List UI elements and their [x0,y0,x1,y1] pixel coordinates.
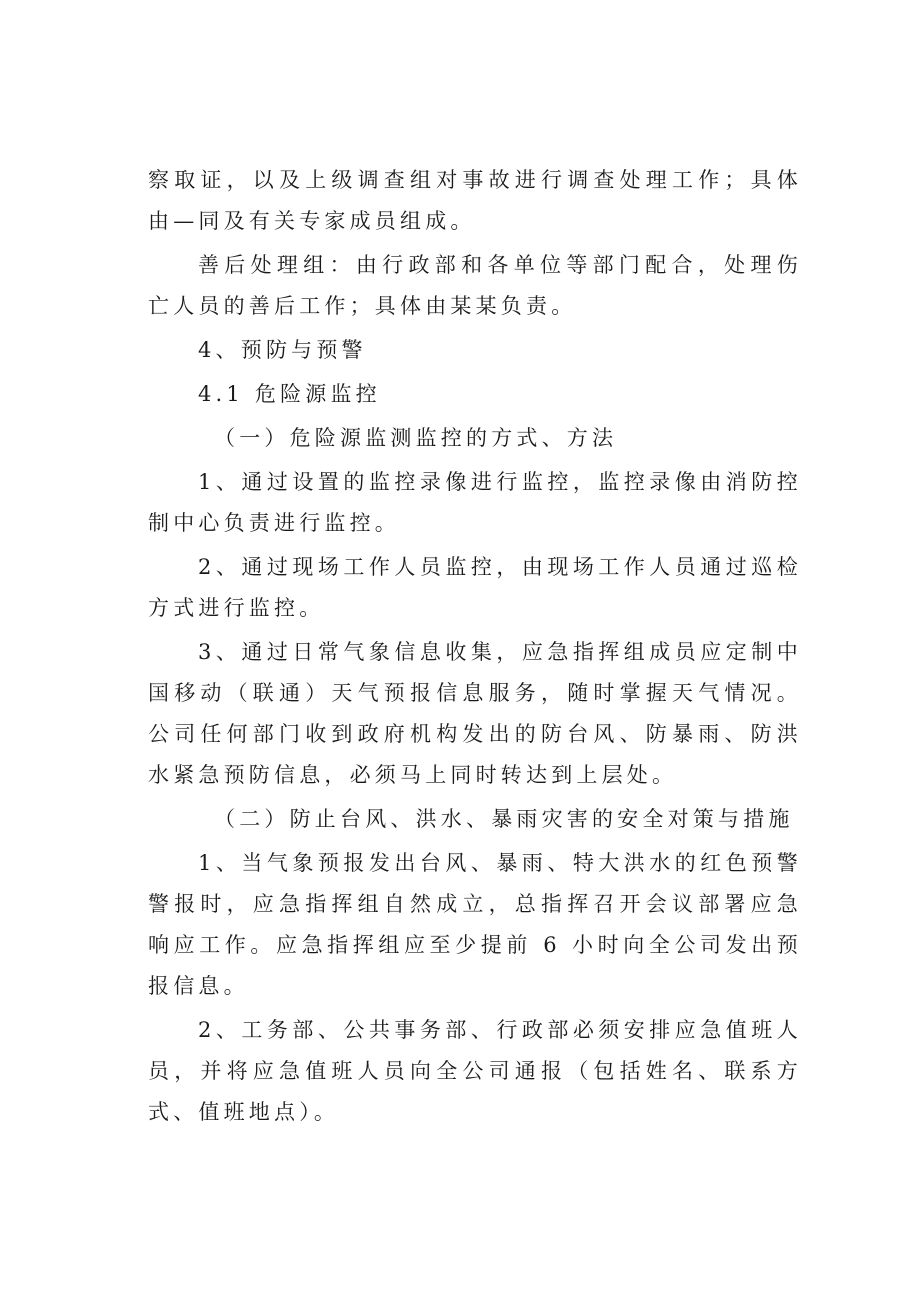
paragraph-measure-1-warning: 1、当气象预报发出台风、暴雨、特大洪水的红色预警警报时，应急指挥组自然成立，总指挥召开会议部署应急响应工作。应急指挥组应至少提前 6 小时向全公司发出预报信息。 [148,851,802,998]
paragraph-continuation: 察取证，以及上级调查组对事故进行调查处理工作；具体由—同及有关专家成员组成。 [148,168,802,233]
section-heading-prevention: 4、预防与预警 [198,338,367,362]
document-body [148,160,802,1136]
paragraph-item-2-onsite: 2、通过现场工作人员监控，由现场工作人员通过巡检方式进行监控。 [148,555,802,620]
subsection-heading-hazard-monitoring: 4.1 危险源监控 [198,382,381,406]
paragraph-item-3-weather: 3、通过日常气象信息收集，应急指挥组成员应定制中国移动（联通）天气预报信息服务，随时掌握天气情况。公司任何部门收到政府机构发出的防台风、防暴雨、防洪水紧急预防信息，必须马上同时转达到上层处。 [148,640,802,787]
subheading-disaster-measures: （二）防止台风、洪水、暴雨灾害的安全对策与措施 [214,807,794,831]
paragraph-aftermath-group: 善后处理组：由行政部和各单位等部门配合，处理伤亡人员的善后工作；具体由某某负责。 [148,253,802,318]
subheading-monitoring-methods: （一）危险源监测监控的方式、方法 [214,426,618,450]
paragraph-item-1-video: 1、通过设置的监控录像进行监控，监控录像由消防控制中心负责进行监控。 [148,470,802,535]
paragraph-measure-2-duty: 2、工务部、公共事务部、行政部必须安排应急值班人员，并将应急值班人员向全公司通报（包括姓名、联系方式、值班地点）。 [148,1018,802,1124]
